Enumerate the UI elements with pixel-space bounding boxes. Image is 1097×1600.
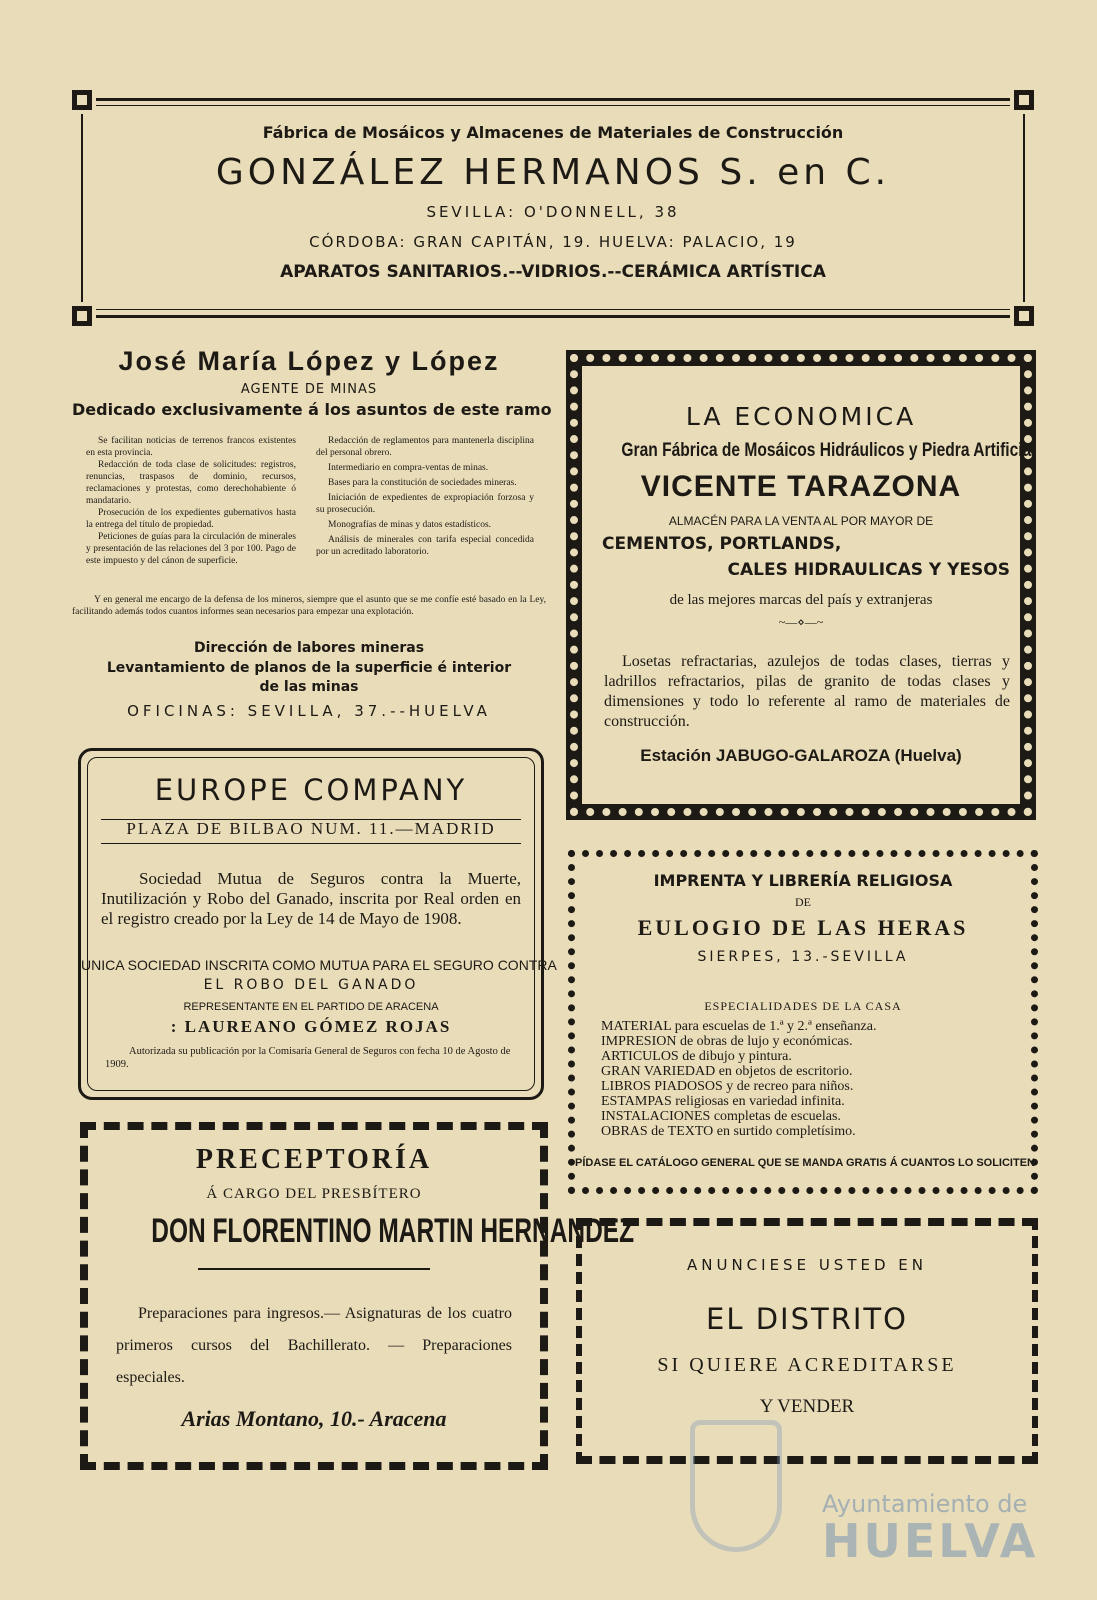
gonzalez-ad: [72, 90, 1034, 326]
distrito-ad: [576, 1218, 1038, 1464]
corner-ornament: [72, 306, 92, 326]
corner-ornament: [72, 90, 92, 110]
lopez-col2-item: Análisis de minerales con tarifa especial concedida por un acreditado laboratorio.: [316, 535, 534, 557]
list-item: MATERIAL para escuelas de 1.ª y 2.ª enseñanza.: [601, 1019, 877, 1034]
lopez-col2-item: Intermediario en compra-ventas de minas.: [328, 463, 489, 473]
economica-store: ALMACÉN PARA LA VENTA AL POR MAYOR DE: [668, 514, 934, 528]
preceptoria-address: Arias Montano, 10.- Aracena: [181, 1406, 447, 1431]
preceptoria-cargo: Á CARGO DEL PRESBÍTERO: [206, 1186, 422, 1202]
corner-ornament: [1014, 306, 1034, 326]
lopez-survey: Levantamiento de planos de la superficie é interior: [106, 660, 512, 676]
huelva-shield-logo: [690, 1420, 782, 1552]
lopez-offices: OFICINAS: SEVILLA, 37.--HUELVA: [127, 702, 491, 720]
imprenta-ad: [568, 850, 1038, 1194]
list-item: OBRAS de TEXTO en surtido completísimo.: [601, 1124, 856, 1139]
corner-ornament: [1014, 90, 1034, 110]
lopez-col1-item: Se facilitan noticias de terrenos francos existentes en esta provincia.: [86, 436, 296, 458]
economica-subtitle: Gran Fábrica de Mosáicos Hidráulicos y Piedra Artificial: [621, 440, 1036, 461]
economica-title: LA ECONOMICA: [685, 402, 917, 431]
europe-rep: REPRESENTANTE EN EL PARTIDO DE ARACENA: [183, 1001, 439, 1013]
imprenta-address: SIERPES, 13.-SEVILLA: [697, 949, 909, 965]
preceptoria-text: Preparaciones para ingresos.— Asignaturas de los cuatro primeros cursos del Bachillerato. — Preparaciones especiales.: [116, 1305, 512, 1386]
europe-title: EUROPE COMPANY: [154, 773, 468, 807]
lopez-col2-item: Monografías de minas y datos estadísticos.: [328, 520, 492, 530]
europe-text: Sociedad Mutua de Seguros contra la Muerte, Inutilización y Robo del Ganado, inscrita por Real orden en el registro creado por la Ley de 14 de Mayo de 1908.: [101, 869, 521, 928]
economica-line1: CEMENTOS, PORTLANDS,: [602, 534, 842, 554]
divider: [101, 843, 521, 844]
imprenta-catalog: PÍDASE EL CATÁLOGO GENERAL QUE SE MANDA GRATIS Á CUANTOS LO SOLICITEN: [575, 1157, 1035, 1169]
lopez-direction: Dirección de labores mineras: [193, 640, 425, 656]
lopez-col1: [86, 435, 296, 567]
list-item: IMPRESION de obras de lujo y económicas.: [601, 1034, 853, 1049]
list-item: ARTICULOS de dibujo y pintura.: [601, 1049, 792, 1064]
distrito-line2: EL DISTRITO: [706, 1302, 908, 1336]
list-item: GRAN VARIEDAD en objetos de escritorio.: [601, 1064, 853, 1079]
distrito-line4: Y VENDER: [759, 1396, 855, 1417]
lopez-survey-cont: de las minas: [259, 679, 359, 695]
gonzalez-name: GONZÁLEZ HERMANOS S. en C.: [215, 152, 891, 193]
lopez-col2-item: Iniciación de expedientes de expropiación forzosa y su prosecución.: [316, 493, 534, 515]
lopez-col1-item: Prosecución de los expedientes gubernativos hasta la entrega del título de propiedad.: [86, 508, 296, 530]
imprenta-de: DE: [795, 895, 811, 909]
lopez-ad: [72, 340, 552, 720]
economica-brands: de las mejores marcas del país y extranjeras: [669, 592, 933, 608]
lopez-col1-item: Peticiones de guías para la circulación de minerales y presentación de las relaciones del 3 por 100. Pago de este impuesto y del cánon de superficie.: [86, 532, 296, 566]
flourish-icon: ~—⋄—~: [778, 615, 824, 629]
watermark-line2: HUELVA: [822, 1514, 1039, 1568]
lopez-role: AGENTE DE MINAS: [240, 382, 378, 397]
economica-line2: CALES HIDRAULICAS Y YESOS: [727, 560, 1010, 580]
list-item: INSTALACIONES completas de escuelas.: [601, 1109, 841, 1124]
europe-repname: : LAUREANO GÓMEZ ROJAS: [170, 1017, 452, 1036]
economica-text: Losetas refractarias, azulejos de todas clases, tierras y ladrillos refractarios, pilas de granito de todas clases y dimensiones y todo lo referente al ramo de materiales de construcción.: [604, 653, 1010, 730]
distrito-line3: SI QUIERE ACREDITARSE: [657, 1354, 957, 1376]
imprenta-title: IMPRENTA Y LIBRERÍA RELIGIOSA: [653, 871, 953, 890]
border-line: [96, 105, 1010, 106]
lopez-col2-item: Bases para la constitución de sociedades mineras.: [328, 478, 517, 488]
watermark-line1: Ayuntamiento de: [822, 1490, 1028, 1518]
gonzalez-cordoba: CÓRDOBA: GRAN CAPITÁN, 19. HUELVA: PALACIO, 19: [309, 233, 797, 251]
lopez-col1-item: Redacción de toda clase de solicitudes: registros, renuncias, traspasos de dominio, recursos, reclamaciones y protestas, como derechohabiente ó mandatario.: [86, 460, 296, 506]
list-item: ESTAMPAS religiosas en variedad infinita.: [601, 1094, 845, 1109]
preceptoria-title: PRECEPTORÍA: [195, 1144, 433, 1175]
europe-unique: UNICA SOCIEDAD INSCRITA COMO MUTUA PARA EL SEGURO CONTRA: [81, 957, 557, 973]
gonzalez-products: APARATOS SANITARIOS.--VIDRIOS.--CERÁMICA ARTÍSTICA: [280, 262, 826, 282]
europe-robo: EL ROBO DEL GANADO: [203, 977, 419, 993]
economica-owner: VICENTE TARAZONA: [640, 470, 962, 503]
lopez-col2: [316, 435, 534, 558]
lopez-col2-item: Redacción de reglamentos para mantenerla disciplina del personal obrero.: [316, 436, 534, 458]
imprenta-name: EULOGIO DE LAS HERAS: [637, 915, 969, 940]
list-item: LIBROS PIADOSOS y de recreo para niños.: [601, 1079, 854, 1094]
divider: [101, 819, 521, 820]
border-line: [96, 309, 1010, 310]
gonzalez-tagline: Fábrica de Mosáicos y Almacenes de Materiales de Construcción: [262, 123, 844, 142]
economica-ad: [566, 350, 1036, 820]
lopez-name: José María López y López: [118, 346, 500, 376]
preceptoria-name: DON FLORENTINO MARTIN HERNANDEZ: [151, 1212, 635, 1250]
border-line: [96, 98, 1010, 101]
preceptoria-ad: [80, 1122, 635, 1470]
divider: [198, 1268, 430, 1270]
border-line: [96, 315, 1010, 318]
gonzalez-sevilla: SEVILLA: O'DONNELL, 38: [426, 203, 680, 221]
europe-ad: [78, 748, 557, 1100]
imprenta-special: ESPECIALIDADES DE LA CASA: [704, 999, 902, 1013]
europe-auth: Autorizada su publicación por la Comisaría General de Seguros con fecha 10 de Agosto de 1909.: [105, 1046, 511, 1070]
lopez-dedication: Dedicado exclusivamente á los asuntos de este ramo: [72, 400, 552, 419]
economica-station: Estación JABUGO-GALAROZA (Huelva): [640, 746, 962, 765]
distrito-line1: ANUNCIESE USTED EN: [687, 1256, 927, 1274]
imprenta-items: [601, 1019, 876, 1139]
lopez-general: Y en general me encargo de la defensa de los mineros, siempre que el asunto que se me confíe esté basado en la Ley, facilitando además todos cuantos informes sean necesarios para empezar una explotación.: [72, 595, 546, 617]
europe-address: PLAZA DE BILBAO NUM. 11.—MADRID: [126, 819, 496, 838]
